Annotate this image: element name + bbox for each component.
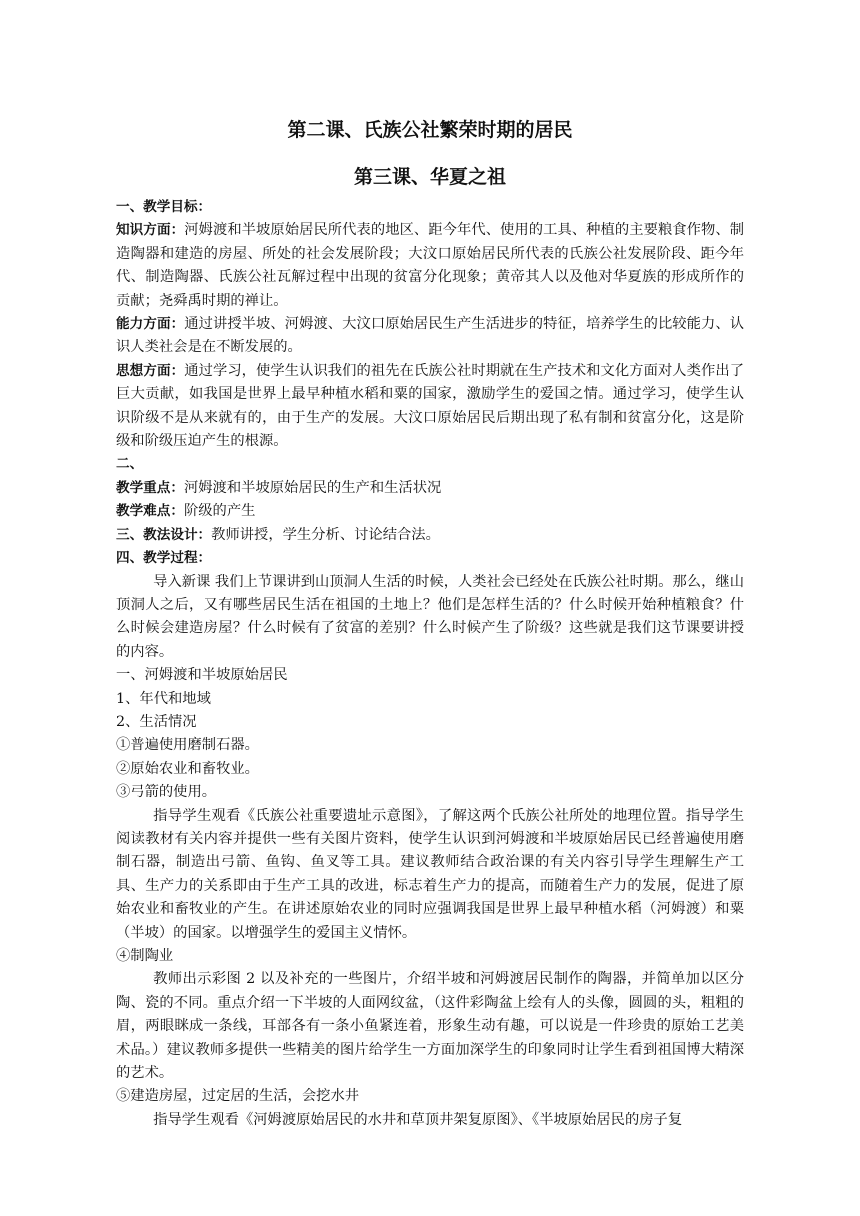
- knowledge-label: 知识方面：: [116, 222, 185, 239]
- difficulty-paragraph: [116, 500, 744, 523]
- list-item: ④制陶业: [116, 948, 174, 964]
- pottery-paragraph: 教师出示彩图 2 以及补充的一些图片，介绍半坡和河姆渡居民制作的陶器，并简单加以区分陶、瓷的不同。重点介绍一下半坡的人面网纹盆，（这件彩陶盆上绘有人的头像，圆圆的头，粗粗的眉，两眼眯成一条线，耳部各有一条小鱼紧连着，形象生动有趣，可以说是一件珍贵的原始工艺美术品。）建议教师多提供一些精美的图片给学生一方面加深学生的印象同时让学生看到祖国博大精深的艺术。: [116, 971, 744, 1082]
- ability-label: 能力方面：: [116, 316, 185, 333]
- list-item: ⑤建造房屋，过定居的生活，会挖水井: [116, 1088, 360, 1105]
- lesson-title-2: 第二课、氏族公社繁荣时期的居民: [287, 119, 573, 141]
- ability-paragraph: [116, 313, 744, 360]
- part-heading-1: 一、河姆渡和半坡原始居民: [116, 667, 288, 684]
- key-point-paragraph: [116, 477, 744, 500]
- list-item: ①普遍使用磨制石器。: [116, 737, 259, 754]
- method-paragraph: [116, 524, 744, 547]
- knowledge-paragraph: [116, 219, 744, 313]
- list-item: ③弓箭的使用。: [116, 784, 217, 801]
- section-heading-objectives: 一、教学目标：: [116, 199, 212, 215]
- key-point-text: 河姆渡和半坡原始居民的生产和生活状况: [183, 479, 442, 496]
- document-body: [116, 196, 744, 1132]
- difficulty-label: 教学难点：: [116, 503, 184, 520]
- knowledge-text: 河姆渡和半坡原始居民所代表的地区、距今年代、使用的工具、种植的主要粮食作物、制造陶器和建造的房屋、所处的社会发展阶段；大汶口原始居民所代表的氏族公社发展阶段、距今年代、制造陶器、氏族公社瓦解过程中出现的贫富分化现象；黄帝其人以及他对华夏族的形成所作的贡献；尧舜禹时期的禅让。: [116, 222, 745, 309]
- guide-paragraph: 指导学生观看《氏族公社重要遗址示意图》，了解这两个氏族公社所处的地理位置。指导学生阅读教材有关内容并提供一些有关图片资料，使学生认识到河姆渡和半坡原始居民已经普遍使用磨制石器，制造出弓箭、鱼钩、鱼叉等工具。建议教师结合政治课的有关内容引导学生理解生产工具、生产力的关系即由于生产工具的改进，标志着生产力的提高，而随着生产力的发展，促进了原始农业和畜牧业的产生。在讲述原始农业的同时应强调我国是世界上最早种植水稻（河姆渡）和粟（半坡）的国家。以增强学生的爱国主义情怀。: [116, 807, 744, 941]
- list-item: 2、生活情况: [116, 713, 197, 730]
- method-heading: 三、教法设计：: [116, 526, 212, 543]
- key-point-label: 教学重点：: [116, 479, 184, 496]
- thought-text: 通过学习，使学生认识我们的祖先在氏族公社时期就在生产技术和文化方面对人类作出了巨大贡献，如我国是世界上最早种植水稻和粟的国家，激励学生的爱国之情。通过学习，使学生认识阶级不是从来就有的，由于生产的发展。大汶口原始居民后期出现了私有制和贫富分化，这是阶级和阶级压迫产生的根源。: [116, 362, 745, 450]
- thought-label: 思想方面：: [116, 362, 185, 379]
- list-item: 1、年代和地域: [116, 690, 211, 707]
- house-paragraph: 指导学生观看《河姆渡原始居民的水井和草顶井架复原图》、《半坡原始居民的房子复: [153, 1111, 683, 1128]
- lesson-title-3: 第三课、华夏之祖: [353, 166, 506, 188]
- ability-text: 通过讲授半坡、河姆渡、大汶口原始居民生产生活进步的特征，培养学生的比较能力、认识人类社会是在不断发展的。: [116, 316, 745, 356]
- thought-paragraph: [116, 360, 744, 454]
- list-item: ②原始农业和畜牧业。: [116, 760, 259, 777]
- method-text: 教师讲授，学生分析、讨论结合法。: [211, 526, 440, 543]
- section-heading-process: 四、教学过程：: [116, 550, 212, 567]
- section-heading-2: 二、: [116, 456, 144, 473]
- intro-paragraph: 导入新课 我们上节课讲到山顶洞人生活的时候，人类社会已经处在氏族公社时期。那么，继山顶洞人之后，又有哪些居民生活在祖国的土地上？他们是怎样生活的？什么时候开始种植粮食？什么时候会建造房屋？什么时候有了贫富的差别？什么时候产生了阶级？这些就是我们这节课要讲授的内容。: [116, 573, 744, 660]
- difficulty-text: 阶级的产生: [183, 503, 256, 520]
